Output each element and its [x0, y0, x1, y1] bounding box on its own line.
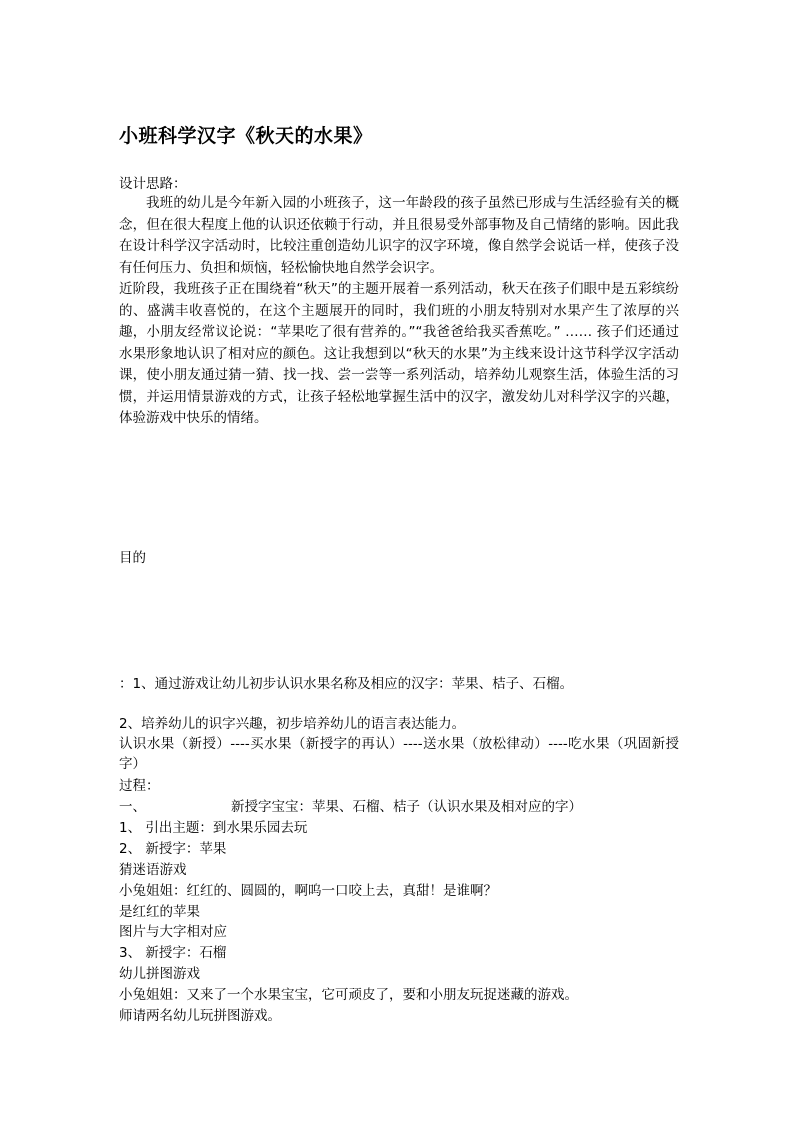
document-title: 小班科学汉字《秋天的水果》 — [119, 125, 373, 147]
goal-label: 目的 — [119, 550, 146, 566]
step-1-text: 新授字宝宝：苹果、石榴、桔子（认识水果及相对应的字） — [231, 799, 582, 815]
process-line: 小兔姐姐：红红的、圆圆的，啊呜一口咬上去，真甜！是谁啊？ — [119, 883, 497, 899]
goal-item-2: 2、培养幼儿的识字兴趣，初步培养幼儿的语言表达能力。 — [119, 716, 466, 732]
step-1-number: 一、 — [119, 799, 146, 815]
design-paragraph-2: 近阶段，我班孩子正在围绕着“秋天”的主题开展着一系列活动，秋天在孩子们眼中是五彩缤纷的、盛满丰收喜悦的，在这个主题展开的同时，我们班的小朋友特别对水果产生了浓厚的兴趣，小朋友经常议论说：“苹果吃了很有营养的。”“我爸爸给我买香蕉吃。” …… 孩子们还通过水果形象地认识了相对应的颜色。这让我想到以“秋天的水果”为主线来设计这节科学汉字活动课，使小朋友通过猜一猜、找一找、尝一尝等一系列活动，培养幼儿观察生活，体验生活的习惯，并运用情景游戏的方式，让孩子轻松地掌握生活中的汉字，激发幼儿对科学汉字的兴趣，体验游戏中快乐的情绪。 — [119, 281, 679, 426]
design-paragraph-1: 我班的幼儿是今年新入园的小班孩子，这一年龄段的孩子虽然已形成与生活经验有关的概念，但在很大程度上他的认识还依赖于行动，并且很易受外部事物及自己情绪的影响。因此我在设计科学汉字活动时，比较注重创造幼儿识字的汉字环境，像自然学会说话一样，使孩子没有任何压力、负担和烦恼，轻松愉快地自然学会识字。 — [119, 195, 679, 276]
process-line: 是红红的苹果 — [119, 904, 200, 920]
process-line: 3、 新授字：石榴 — [119, 945, 227, 961]
process-line: 幼儿拼图游戏 — [119, 966, 200, 982]
activity-flow: 认识水果（新授）----买水果（新授字的再认）----送水果（放松律动）----吃水果（巩固新授字） — [119, 736, 679, 772]
goal-item-1: ：1、通过游戏让幼儿初步认识水果名称及相应的汉字：苹果、桔子、石榴。 — [119, 676, 574, 692]
process-line: 师请两名幼儿玩拼图游戏。 — [119, 1008, 281, 1024]
process-line: 图片与大字相对应 — [119, 924, 227, 940]
process-line: 猜迷语游戏 — [119, 862, 187, 878]
process-line: 小兔姐姐：又来了一个水果宝宝，它可顽皮了，要和小朋友玩捉迷藏的游戏。 — [119, 987, 578, 1003]
design-label: 设计思路： — [119, 176, 187, 192]
process-line: 2、 新授字：苹果 — [119, 841, 227, 857]
process-line: 1、 引出主题：到水果乐园去玩 — [119, 820, 308, 836]
process-label: 过程： — [119, 778, 160, 794]
